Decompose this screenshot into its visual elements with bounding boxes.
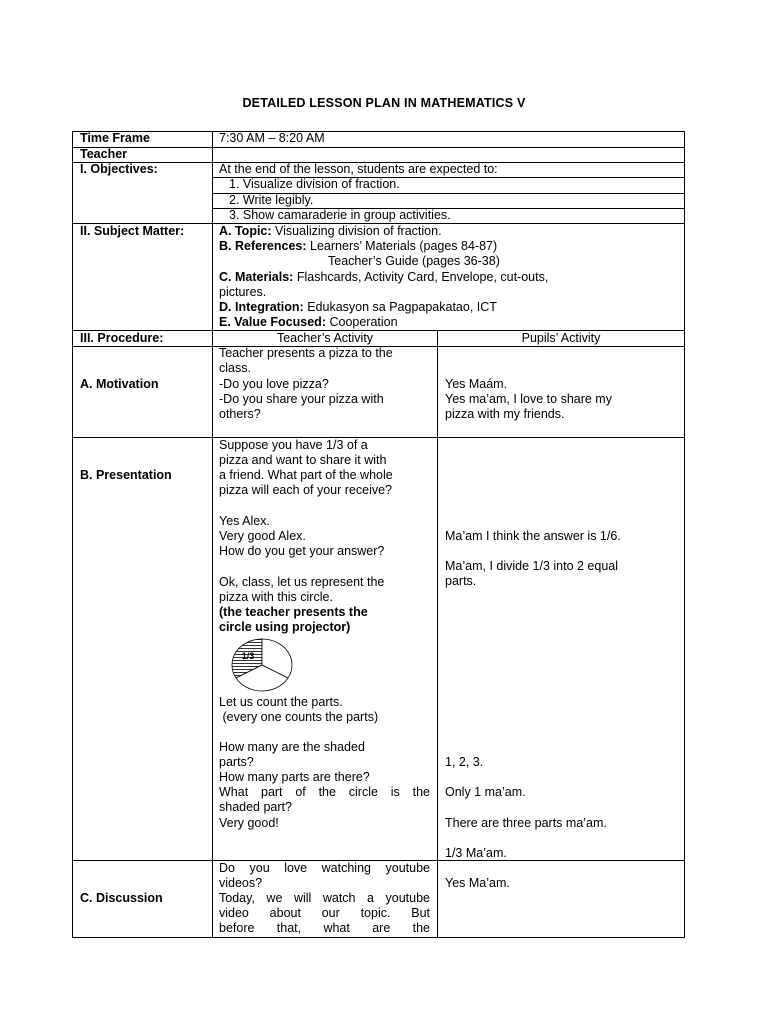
presentation-teacher-line: Suppose you have 1/3 of a — [219, 438, 368, 452]
value-line: E. Value Focused: Cooperation — [219, 315, 398, 329]
presentation-teacher-line: a friend. What part of the whole — [219, 468, 393, 482]
objectives-intro: At the end of the lesson, students are expected to: — [219, 162, 498, 176]
presentation-teacher-line: Very good! — [219, 816, 279, 830]
presentation-pupils-line: 1/3 Ma’am. — [445, 846, 507, 860]
discussion-teacher-line: videos? — [219, 876, 263, 890]
presentation-label: B. Presentation — [80, 468, 172, 482]
objective-item: 2. Write legibly. — [229, 193, 314, 207]
discussion-teacher-line: Today, we will watch a youtube — [219, 891, 430, 905]
procedure-label: III. Procedure: — [80, 331, 164, 345]
pie-circle-image — [229, 637, 295, 693]
page-title: DETAILED LESSON PLAN IN MATHEMATICS V — [242, 96, 526, 110]
presentation-teacher-line: pizza and want to share it with — [219, 453, 387, 467]
presentation-pupils-line: 1, 2, 3. — [445, 755, 484, 769]
topic-line: A. Topic: Visualizing division of fraction. — [219, 224, 442, 238]
presentation-teacher-line: pizza will each of your receive? — [219, 483, 392, 497]
discussion-teacher-line: before that, what are the — [219, 921, 430, 935]
pupils-activity-header: Pupils’ Activity — [521, 331, 601, 345]
motivation-pupils-line: Yes Maám. — [445, 377, 508, 391]
time-frame-label: Time Frame — [80, 131, 150, 145]
presentation-pupils-line: Ma’am, I divide 1/3 into 2 equal — [445, 559, 619, 573]
teacher-label: Teacher — [80, 147, 128, 161]
references-line: B. References: Learners’ Materials (pages 84-87) — [219, 239, 498, 253]
motivation-pupils-line: pizza with my friends. — [445, 407, 565, 421]
presentation-pupils-line: There are three parts ma’am. — [445, 816, 607, 830]
presentation-pupils-line: parts. — [445, 574, 477, 588]
subject-matter-label: II. Subject Matter: — [80, 224, 185, 238]
motivation-teacher-line: -Do you love pizza? — [219, 377, 329, 391]
materials-line-2: pictures. — [219, 285, 267, 299]
presentation-teacher-line: What part of the circle is the — [219, 785, 430, 799]
presentation-pupils-line: Only 1 ma’am. — [445, 785, 526, 799]
presentation-teacher-line: How many are the shaded — [219, 740, 365, 754]
presentation-teacher-line: parts? — [219, 755, 254, 769]
presentation-teacher-note: (the teacher presents the — [219, 605, 368, 619]
presentation-pupils-line: Ma’am I think the answer is 1/6. — [445, 529, 621, 543]
presentation-teacher-note: circle using projector) — [219, 620, 351, 634]
presentation-teacher-line: Let us count the parts. — [219, 695, 343, 709]
presentation-teacher-line: How do you get your answer? — [219, 544, 385, 558]
discussion-teacher-line: video about our topic. But — [219, 906, 430, 920]
objective-item: 3. Show camaraderie in group activities. — [229, 208, 451, 222]
presentation-teacher-line: shaded part? — [219, 800, 292, 814]
integration-line: D. Integration: Edukasyon sa Pagpapakatao, ICT — [219, 300, 497, 314]
references-line-2: Teacher’s Guide (pages 36-38) — [328, 254, 500, 268]
presentation-teacher-line: How many parts are there? — [219, 770, 370, 784]
teacher-activity-header: Teacher’s Activity — [276, 331, 374, 345]
presentation-teacher-line: (every one counts the parts) — [219, 710, 379, 724]
presentation-teacher-line: pizza with this circle. — [219, 590, 333, 604]
discussion-pupils-line: Yes Ma’am. — [445, 876, 510, 890]
motivation-teacher-line: Teacher presents a pizza to the — [219, 346, 393, 360]
motivation-teacher-line: others? — [219, 407, 261, 421]
motivation-label: A. Motivation — [80, 377, 159, 391]
discussion-teacher-line: Do you love watching youtube — [219, 861, 430, 875]
time-frame-value: 7:30 AM – 8:20 AM — [219, 131, 325, 145]
presentation-teacher-line: Ok, class, let us represent the — [219, 575, 385, 589]
presentation-teacher-line: Very good Alex. — [219, 529, 306, 543]
materials-line: C. Materials: Flashcards, Activity Card, Envelope, cut-outs, — [219, 270, 549, 284]
motivation-teacher-line: -Do you share your pizza with — [219, 392, 384, 406]
objectives-label: I. Objectives: — [80, 162, 158, 176]
motivation-pupils-line: Yes ma’am, I love to share my — [445, 392, 612, 406]
motivation-teacher-line: class. — [219, 361, 251, 375]
discussion-label: C. Discussion — [80, 891, 163, 905]
objective-item: 1. Visualize division of fraction. — [229, 177, 400, 191]
presentation-teacher-line: Yes Alex. — [219, 514, 270, 528]
pie-label: 1/3 — [241, 651, 255, 661]
